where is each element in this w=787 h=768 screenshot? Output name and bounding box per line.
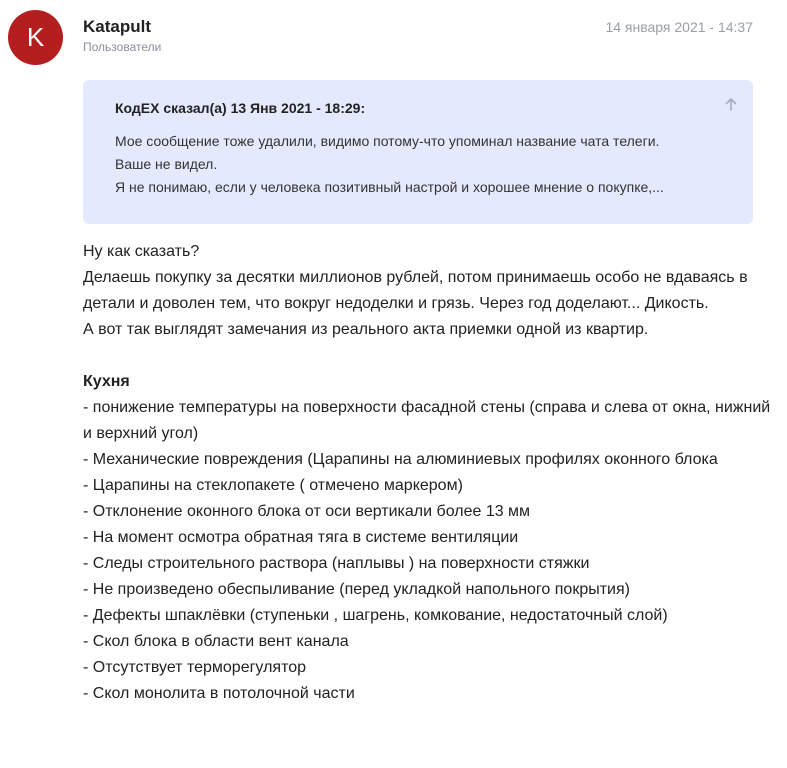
section-title: Кухня — [83, 373, 130, 390]
list-item: - Отклонение оконного блока от оси вертикали более 13 мм — [83, 503, 531, 520]
list-item: - Дефекты шпаклёвки (ступеньки , шагрень, комкование, недостаточный слой) — [83, 607, 668, 624]
list-item: - На момент осмотра обратная тяга в системе вентиляции — [83, 529, 519, 546]
avatar[interactable] — [8, 10, 63, 65]
quote-line: Мое сообщение тоже удалили, видимо потому-что упоминал название чата телеги. — [115, 133, 660, 149]
quote-block — [83, 80, 753, 224]
author-name[interactable]: Katapult — [83, 17, 151, 36]
post-body — [83, 239, 773, 707]
list-item: - Механические повреждения (Царапины на алюминиевых профилях оконного блока — [83, 451, 718, 468]
list-item: - Царапины на стеклопакете ( отмечено маркером) — [83, 477, 463, 494]
quote-line: Ваше не видел. — [115, 156, 218, 172]
arrow-up-icon[interactable] — [723, 96, 739, 112]
list-item: - Скол блока в области вент канала — [83, 633, 349, 650]
list-item: - Не произведено обеспыливание (перед укладкой напольного покрытия) — [83, 581, 630, 598]
post-paragraph: Делаешь покупку за десятки миллионов рублей, потом принимаешь особо не вдаваясь в детали и доволен тем, что вокруг недоделки и грязь. Через год доделают... Дикость. — [83, 269, 748, 312]
avatar-letter: K — [26, 22, 45, 52]
spacer — [83, 343, 773, 369]
author-group: Пользователи — [83, 40, 162, 54]
quote-line: Я не понимаю, если у человека позитивный настрой и хорошее мнение о покупке,... — [115, 179, 664, 195]
post-date[interactable]: 14 января 2021 - 14:37 — [605, 19, 753, 35]
list-item: - Отсутствует терморегулятор — [83, 659, 307, 676]
list-item: - Скол монолита в потолочной части — [83, 685, 355, 702]
post-paragraph: А вот так выглядят замечания из реального акта приемки одной из квартир. — [83, 321, 649, 338]
quote-header: КодEX сказал(а) 13 Янв 2021 - 18:29: — [115, 100, 366, 116]
post-paragraph: Ну как сказать? — [83, 243, 200, 260]
list-item: - понижение температуры на поверхности фасадной стены (справа и слева от окна, нижний и верхний угол) — [83, 399, 771, 442]
list-item: - Следы строительного раствора (наплывы ) на поверхности стяжки — [83, 555, 590, 572]
